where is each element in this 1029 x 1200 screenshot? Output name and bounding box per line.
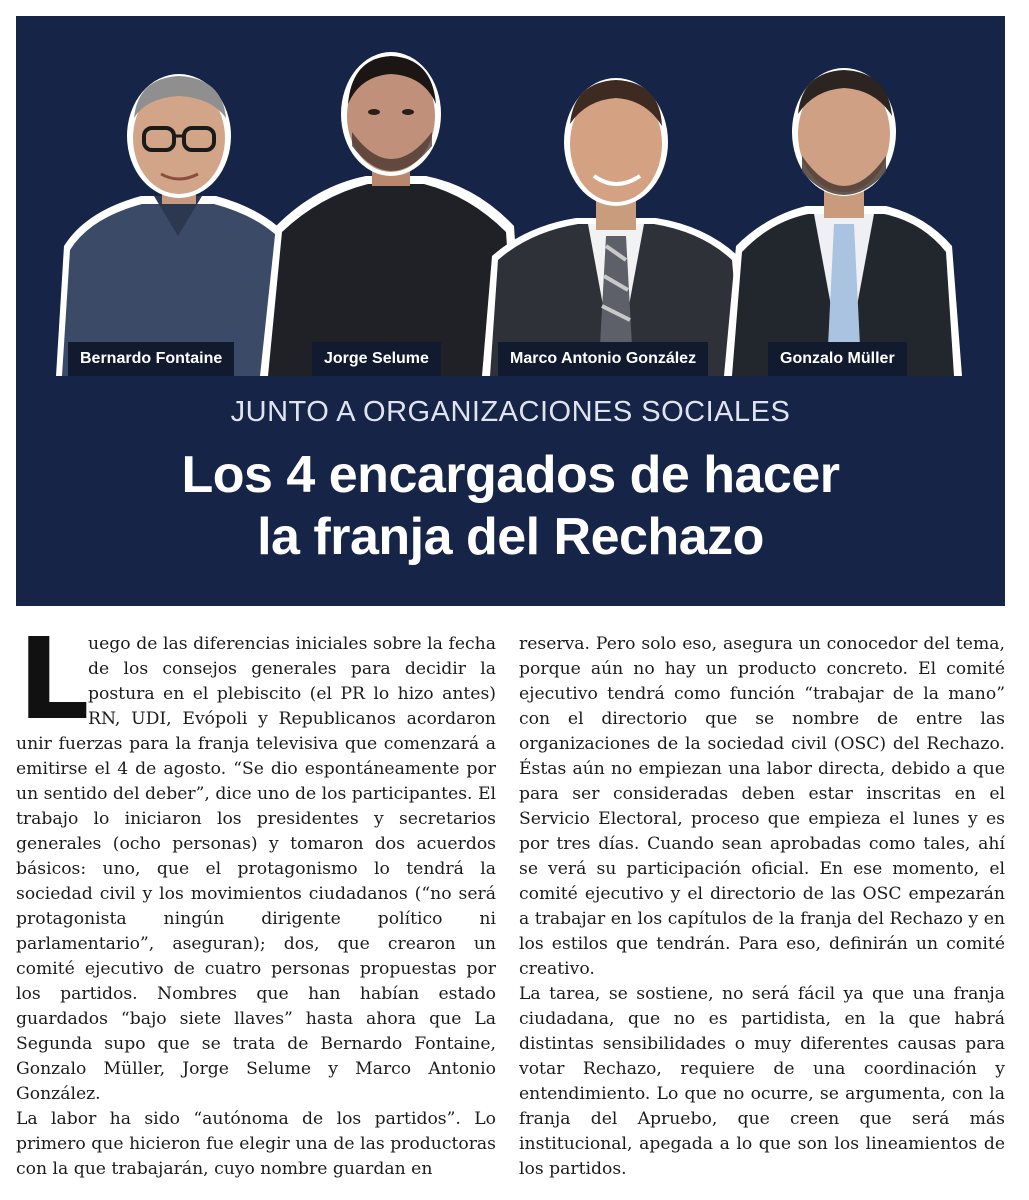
paragraph: La tarea, se sostiene, no será fácil ya que una franja ciudadana, que no es partidista, en la que habrá distintas sensibilidades o muy diferentes causas para votar Rechazo, requiere de una coordinación y entendimiento. Lo que no ocurre, se argumenta, con la franja del Apruebo, que creen que será más institucional, apegada a lo que son los lineamientos de los partidos. — [519, 984, 1005, 1179]
header-banner — [16, 16, 1005, 606]
paragraph-text: uego de las diferencias iniciales sobre la fecha de los consejos generales para decidir la postura en el plebiscito (el PR lo hizo antes) RN, UDI, Evópoli y Republicanos acordaron unir fuerzas para la franja televisiva que comenzará a emitirse el 4 de agosto. “Se dio espontáneamente por un sentido del deber”, dice uno de los participantes. El trabajo lo iniciaron los presidentes y secretarios generales (ocho personas) y tomaron dos acuerdos básicos: uno, que el protagonismo lo tendrá la sociedad civil y los movimientos ciudadanos (“no será protagonista ningún dirigente político ni parlamentario”, aseguran); dos, que crearon un comité ejecutivo de cuatro personas propuestas por los partidos. Nombres que han habían estado guardados “bajo siete llaves” hasta ahora que La Segunda supo que se trata de Bernardo Fontaine, Gonzalo Müller, Jorge Selume y Marco Antonio González. — [16, 634, 496, 1104]
headline — [16, 444, 1005, 568]
headline-line-2: la franja del Rechazo — [257, 508, 764, 566]
portrait-caption: Gonzalo Müller — [768, 342, 907, 376]
paragraph: reserva. Pero solo eso, asegura un conocedor del tema, porque aún no hay un producto concreto. El comité ejecutivo tendrá como función “trabajar de la mano” con el directorio que se nombre de entre las organizaciones de la sociedad civil (OSC) del Rechazo. Éstas aún no empiezan una labor directa, debido a que para ser consideradas deben estar inscritas en el Servicio Electoral, proceso que empieza el lunes y es por tres días. Cuando sean aprobadas como tales, ahí se verá su participación oficial. En ese momento, el comité ejecutivo y el directorio de las OSC empezarán a trabajar en los capítulos de la franja del Rechazo y en los estilos que tendrán. Para eso, definirán un comité creativo. — [519, 634, 1005, 979]
article-column-left — [16, 615, 496, 1182]
portrait-caption: Marco Antonio González — [498, 342, 708, 376]
portrait-caption: Bernardo Fontaine — [68, 342, 234, 376]
paragraph — [16, 615, 496, 1107]
headline-line-1: Los 4 encargados de hacer — [181, 446, 840, 504]
article-column-right — [519, 632, 1005, 1182]
person-photo — [716, 46, 966, 376]
paragraph: La labor ha sido “autónoma de los partidos”. Lo primero que hicieron fue elegir una de las productoras con la que trabajarán, cuyo nombre guardan en — [16, 1109, 496, 1179]
drop-cap: L — [18, 615, 90, 745]
kicker: JUNTO A ORGANIZACIONES SOCIALES — [230, 396, 791, 428]
portrait-caption: Jorge Selume — [312, 342, 441, 376]
portrait-gonzalo-muller — [716, 46, 966, 376]
portraits-row — [16, 16, 1005, 376]
